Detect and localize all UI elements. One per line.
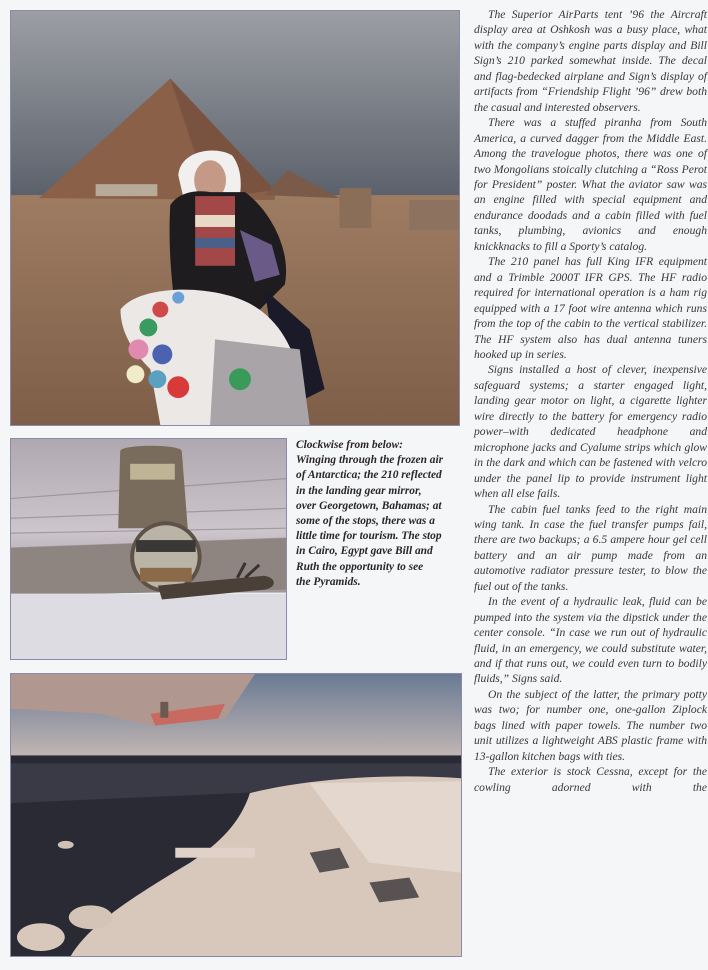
caption-line: the Pyramids.	[296, 575, 361, 588]
article-paragraph: The cabin fuel tanks feed to the right main wing tank. In case the fuel transfer pumps fail, there are two backups; a 6.5 ampere hour gel cell battery and an air pump made from an automotive radiator pressure tester, to blow the fuel out of the tanks.	[474, 502, 707, 593]
photo-pyramids-camel	[10, 10, 460, 426]
article-paragraph: The exterior is stock Cessna, except for the cowling adorned with the	[474, 765, 707, 794]
article-paragraph: The Superior AirParts tent ’96 the Aircraft display area at Oshkosh was a busy place, what with the company’s engine parts display and Bill Sign’s 210 parked somewhat inside. The decal and flag-bedecked airplane and Sign’s display of artifacts from “Friendship Flight ’96” drew both the casual and interested observers.	[474, 8, 707, 114]
article-body	[474, 7, 707, 795]
photo-caption	[296, 438, 468, 590]
photo-antarctica-ice	[10, 673, 462, 957]
article-paragraph: On the subject of the latter, the primary potty was two; for number one, one-gallon Ziplock bags lined with paper towels. The number two unit utilizes a lightweight ABS plastic frame with 13-gallon kitchen bags with ties.	[474, 687, 707, 763]
caption-line: Winging through the frozen air	[296, 454, 444, 467]
caption-line: over Georgetown, Bahamas; at	[296, 499, 442, 512]
article-paragraph: There was a stuffed piranha from South America, a curved dagger from the Middle East. Among the travelogue photos, there was one of two Mongolians stoically clutching a “Ross Perot for President” poster. What the aviator saw was an engine filled with special equipment and endurance doodads and a cabin filled with fuel tanks, plumbing, avionics and enough knickknacks to fill a Sporty’s catalog.	[474, 116, 707, 253]
article-paragraph: Signs installed a host of clever, inexpensive safeguard systems; a starter engaged light, landing gear motor on light, a cigarette lighter wire directly to the battery for emergency radio power–with dedicated headphone and microphone jacks and Cyalume strips which glow in the dark and which can be fastened with velcro under the panel lip to provide instrument light when all else fails.	[474, 363, 707, 501]
caption-line: Ruth the opportunity to see	[296, 560, 424, 573]
photo-landing-gear-mirror	[10, 438, 287, 660]
article-paragraph: The 210 panel has full King IFR equipment and a Trimble 2000T IFR GPS. The HF radio required for international operation is a ham rig equipped with a 17 foot wire antenna which runs from the top of the cabin to the vertical stabilizer. The HF system also has dual antenna tuners hooked up in series.	[474, 255, 707, 361]
antarctica-ice-image	[11, 674, 461, 956]
caption-line: of Antarctica; the 210 reflected	[296, 469, 442, 482]
caption-line: little time for tourism. The stop	[296, 530, 442, 543]
caption-line: in the landing gear mirror,	[296, 484, 422, 497]
caption-line: in Cairo, Egypt gave Bill and	[296, 545, 433, 558]
caption-line: Clockwise from below:	[296, 439, 403, 451]
article-paragraph: In the event of a hydraulic leak, fluid can be pumped into the system via the dipstick under the center console. “In case we run out of hydraulic fluid, in an emergency, we could substitute water, and if that runs out, we could even turn to bodily fluids,” Signs said.	[474, 595, 707, 686]
mirror-reflection-image	[11, 439, 286, 659]
pyramid-camel-image	[11, 11, 459, 425]
caption-line: some of the stops, there was a	[296, 515, 435, 528]
